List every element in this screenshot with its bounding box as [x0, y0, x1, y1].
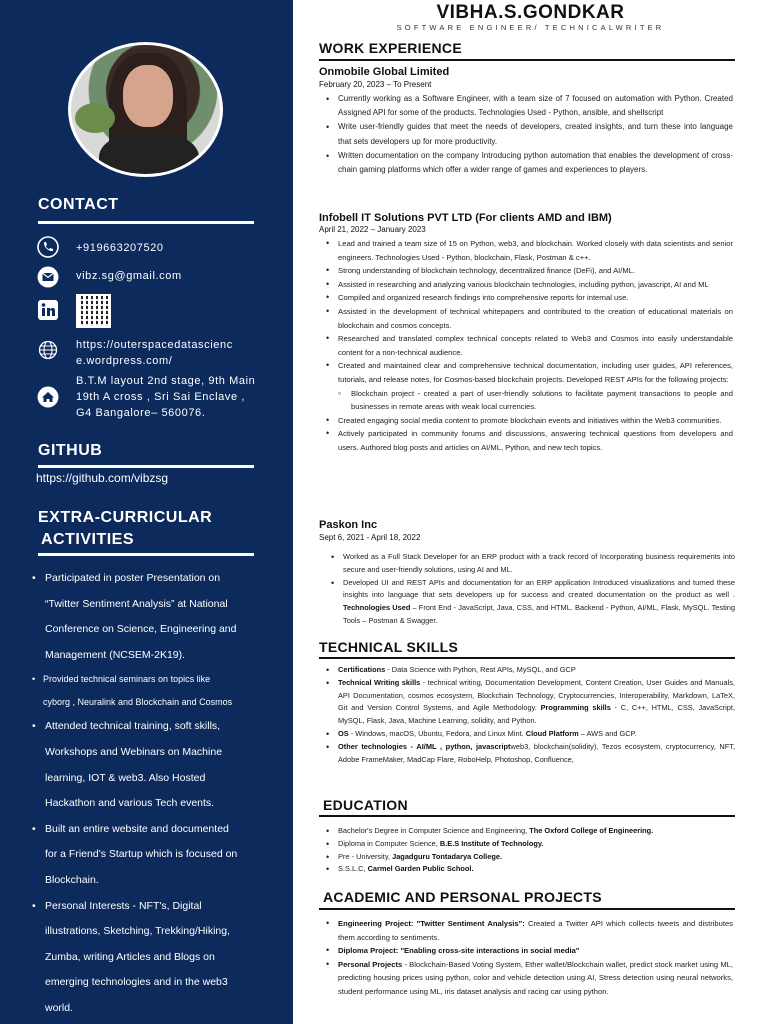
list-item — [28, 970, 268, 996]
list-item-text: Blockchain. — [45, 873, 99, 886]
projects-bullets — [325, 917, 733, 999]
skills-bullets — [325, 664, 735, 766]
list-item — [28, 791, 268, 817]
list-item-text: Hackathon and various Tech events. — [45, 797, 215, 810]
list-item-text: - Data Science with Python, Rest APIs, MySQL, and GCP — [385, 665, 576, 674]
company-paskon: Paskon Inc — [319, 519, 378, 531]
skills-divider — [319, 657, 735, 659]
company-onmobile: Onmobile Global Limited — [319, 66, 450, 78]
extra-heading-line-1: EXTRA-CURRICULAR — [38, 509, 213, 526]
contact-heading: CONTACT — [38, 196, 119, 213]
education-divider — [319, 815, 735, 817]
projects-heading: ACADEMIC AND PERSONAL PROJECTS — [323, 889, 602, 905]
company-infobell: Infobell IT Solutions PVT LTD (For clients AMD and IBM) — [319, 212, 612, 224]
list-item-text: – AWS and GCP. — [578, 728, 637, 738]
list-item-text: S.S.L.C, — [338, 864, 368, 874]
list-item-text: emerging technologies and in the web3 — [45, 976, 228, 989]
address-line-3: G4 Bangalore– 560076. — [76, 407, 206, 419]
github-heading: GITHUB — [38, 442, 103, 459]
list-item: • Assisted in researching and analyzing various blockchain technologies, including python, javascript, AI and ML — [325, 278, 733, 292]
infobell-bullets — [325, 237, 733, 455]
list-item — [325, 728, 735, 741]
list-item-bold: Personal Projects — [338, 959, 403, 969]
list-item — [325, 664, 735, 677]
list-item — [325, 944, 733, 958]
work-heading: WORK EXPERIENCE — [319, 40, 462, 56]
list-item — [28, 691, 268, 714]
globe-icon — [36, 338, 60, 362]
list-item — [325, 741, 735, 767]
list-item-text: world. — [45, 1001, 74, 1014]
list-item-bold: Cloud Platform — [525, 728, 579, 738]
list-item — [28, 996, 268, 1022]
list-item-text: Conference on Science, Engineering and — [45, 623, 237, 636]
list-item-text: Zumba, writing Articles and Blogs on — [45, 950, 215, 963]
education-bullets — [325, 825, 733, 876]
list-item-bold: Diploma Project: "Enabling cross-site interactions in social media" — [338, 946, 580, 956]
list-item-text: - technical writing, Documentation Development, Content Creation, User Guides and Manuals, API Documentation, cosmos ecosystem, Blockchain Technology, Cryptocurrencies, Interoperability, Markdown, LaTeX, Git and Version Control Systems, and Agile Methodology. — [338, 677, 735, 713]
list-item-bold: B.E.S Institute of Technology. — [439, 838, 544, 848]
job-title: SOFTWARE ENGINEER/ TECHNICALWRITER — [396, 23, 665, 32]
list-item-bold: Jagadguru Tontadarya College. — [392, 851, 502, 861]
work-divider — [319, 59, 735, 61]
list-item-bold: Programming skills — [540, 703, 611, 713]
list-item — [325, 851, 733, 864]
extra-activities-list — [28, 566, 268, 1022]
list-item: • Lead and trained a team size of 15 on Python, web3, and blockchain. Worked closely with data scientists and senior engineers. Technologies Used - Python, blockchain, Flask, Postman & c++. — [325, 237, 733, 264]
qr-code — [76, 294, 111, 328]
projects-divider — [319, 908, 735, 910]
list-item-bold: Other technologies - AI/ML , python, javascript — [338, 741, 511, 751]
github-link[interactable]: https://github.com/vibzsg — [36, 471, 169, 485]
list-item — [325, 825, 733, 838]
list-item: • Written documentation on the company Introducing python automation that enables the development of cross-chain gaming platforms which offer a wider range of games and experiences to players. — [325, 149, 733, 177]
address-line-1: B.T.M layout 2nd stage, 9th Main — [76, 375, 256, 387]
list-item-bold: Engineering Project: "Twitter Sentiment Analysis": — [338, 919, 525, 928]
address — [76, 373, 255, 421]
list-item-text: “Twitter Sentiment Analysis” at National — [45, 597, 228, 610]
github-divider — [38, 465, 254, 468]
phone-icon — [36, 235, 60, 259]
dates-paskon: Sept 6, 2021 - April 18, 2022 — [319, 533, 421, 542]
list-item-bold: Carmel Garden Public School. — [367, 864, 474, 874]
list-item-bold: The Oxford College of Engineering. — [529, 826, 654, 835]
list-item — [325, 958, 733, 999]
website-line-1: https://outerspacedatascienc — [76, 339, 233, 351]
extra-heading — [38, 507, 212, 551]
list-item: • Assisted in the development of technical whitepapers and contributed to the creation of educational materials on blockchain and cosmos concepts. — [325, 305, 733, 332]
list-item: ▫ Blockchain project - created a part of user-friendly solutions to facilitate payment transactions to people and businesses in remote areas with weak local currencies. — [325, 387, 733, 414]
candidate-name: VIBHA.S.GONDKAR — [436, 2, 625, 23]
extra-divider — [38, 553, 254, 556]
email-icon — [36, 265, 60, 289]
address-line-2: 19th A cross , Sri Sai Enclave , — [76, 391, 245, 403]
list-item — [325, 863, 733, 876]
list-item: • Created and maintained clear and comprehensive technical documentation, including user guides, API references, tutorials, and release notes, for Cosmos-based blockchain projects. Developed REST APIs for the following projects: — [325, 359, 733, 386]
photo-face — [123, 65, 173, 127]
list-item — [28, 592, 268, 618]
website-line-2: e.wordpress.com/ — [76, 355, 173, 367]
list-item — [28, 842, 268, 868]
list-item: • Personal Interests - NFT's, Digital — [28, 894, 268, 920]
list-item — [28, 740, 268, 766]
list-item: • Built an entire website and documented — [28, 817, 268, 843]
list-item-text: - Blockchain-Based Voting System, Ether wallet/Blockchain wallet, predict stock market using ML, predicting housing prices using python, color and vehicle detection using AI, Stress detection using neural networks, student performance using ML, iris dataset analysis and racing car using python. — [338, 959, 733, 996]
onmobile-bullets — [325, 92, 733, 177]
list-item: • Participated in poster Presentation on — [28, 566, 268, 592]
list-item: • Strong understanding of blockchain technology, decentralized finance (DeFi), and AI/ML. — [325, 264, 733, 278]
list-item-text: Bachelor's Degree in Computer Science and Engineering, — [338, 826, 530, 835]
education-heading: EDUCATION — [323, 797, 408, 813]
website-link[interactable] — [76, 337, 233, 369]
list-item — [325, 677, 735, 728]
sidebar — [0, 0, 293, 1024]
paskon-bullets — [330, 551, 735, 628]
dates-infobell: April 21, 2022 – January 2023 — [319, 225, 426, 234]
list-item — [28, 766, 268, 792]
list-item-text: - Windows, macOS, Ubuntu, Fedora, and Linux Mint. — [348, 728, 526, 738]
list-item-text: learning, IOT & web3. Also Hosted — [45, 771, 206, 784]
list-item-text: illustrations, Sketching, Trekking/Hiking, — [45, 925, 230, 938]
list-item-text: – Front End - JavaScript, Java, CSS, and HTML. Backend - Python, AI/ML, Flask, MySQL. Testing Tools – Postman & Swagger. — [343, 603, 736, 625]
list-item: • Provided technical seminars on topics like — [28, 668, 268, 691]
list-item: • Created engaging social media content to promote blockchain events and initiatives within the Web3 communities. — [325, 414, 733, 428]
list-item — [28, 868, 268, 894]
list-item — [330, 577, 735, 628]
list-item — [28, 643, 268, 669]
list-item-bold: Certifications — [338, 665, 386, 674]
list-item-text: Developed UI and REST APIs and documentation for an ERP application Introduced visualizations and turned these insights into language that sets developers up for success and created documentation on the product as well . — [343, 577, 735, 600]
list-item: • Worked as a Full Stack Developer for an ERP product with a track record of Incorporating business requirements into secure and user-friendly solutions, using AI and ML. — [330, 551, 735, 577]
list-item-text: - C, C++, HTML, CSS, JavaScript, MySQL, Flask, Java, Machine Learning, solidity, and Python. — [338, 703, 736, 726]
list-item-bold: OS — [338, 728, 349, 738]
contact-divider — [38, 221, 254, 224]
photo-body — [99, 133, 199, 177]
list-item-text: web3, blockchain(solidity), Tezos ecosystem, cryptocurrency, NFT, Adobe FrameMaker, MadCap Flare, RoboHelp, Photoshop, Confluence, — [338, 741, 736, 764]
profile-photo — [68, 42, 223, 177]
list-item: • Actively participated in community forums and discussions, answering technical questions from developers and users. Authored blog posts and articles on AI/ML, Python, and new tech topics. — [325, 427, 733, 454]
list-item-text: Workshops and Webinars on Machine — [45, 745, 223, 758]
list-item-bold: Technologies Used — [343, 603, 411, 613]
list-item-text: Pre - University, — [338, 851, 393, 861]
list-item-text: Created a Twitter API which collects tweets and distributes them according to sentiments. — [338, 919, 734, 942]
list-item: • Currently working as a Software Engineer, with a team size of 7 focused on automation with Python. Created Assigned API for some of the products. Technologies Used - Python, ansible, and shellscript — [325, 92, 733, 120]
list-item: • Researched and translated complex technical concepts related to Web3 and Cosmos into easily understandable content for a non-technical audience. — [325, 332, 733, 359]
list-item: • Compiled and organized research findings into comprehensive reports for internal use. — [325, 291, 733, 305]
list-item — [325, 838, 733, 851]
phone-number[interactable]: +919663207520 — [76, 242, 164, 254]
list-item: • Write user-friendly guides that meet the needs of developers, created insights, and turn these into language that sets developers up for more productivity. — [325, 120, 733, 148]
skills-heading: TECHNICAL SKILLS — [319, 639, 459, 655]
list-item-text: for a Friend's Startup which is focused on — [45, 848, 238, 861]
list-item-bold: Technical Writing skills — [338, 677, 421, 687]
list-item-text: Management (NCSEM-2K19). — [45, 648, 186, 661]
list-item — [28, 617, 268, 643]
photo-leaf — [75, 103, 115, 133]
linkedin-icon[interactable] — [36, 298, 60, 322]
dates-onmobile: February 20, 2023 – To Present — [319, 80, 432, 89]
list-item — [28, 919, 268, 945]
list-item: • Attended technical training, soft skills, — [28, 714, 268, 740]
list-item-text: Diploma in Computer Science, — [338, 838, 440, 848]
list-item — [28, 945, 268, 971]
home-icon — [36, 385, 60, 409]
list-item-text: cyborg , Neuralink and Blockchain and Cosmos — [43, 697, 233, 708]
email-address[interactable]: vibz.sg@gmail.com — [76, 270, 182, 282]
list-item — [325, 917, 733, 944]
extra-heading-line-2: ACTIVITIES — [41, 531, 135, 548]
